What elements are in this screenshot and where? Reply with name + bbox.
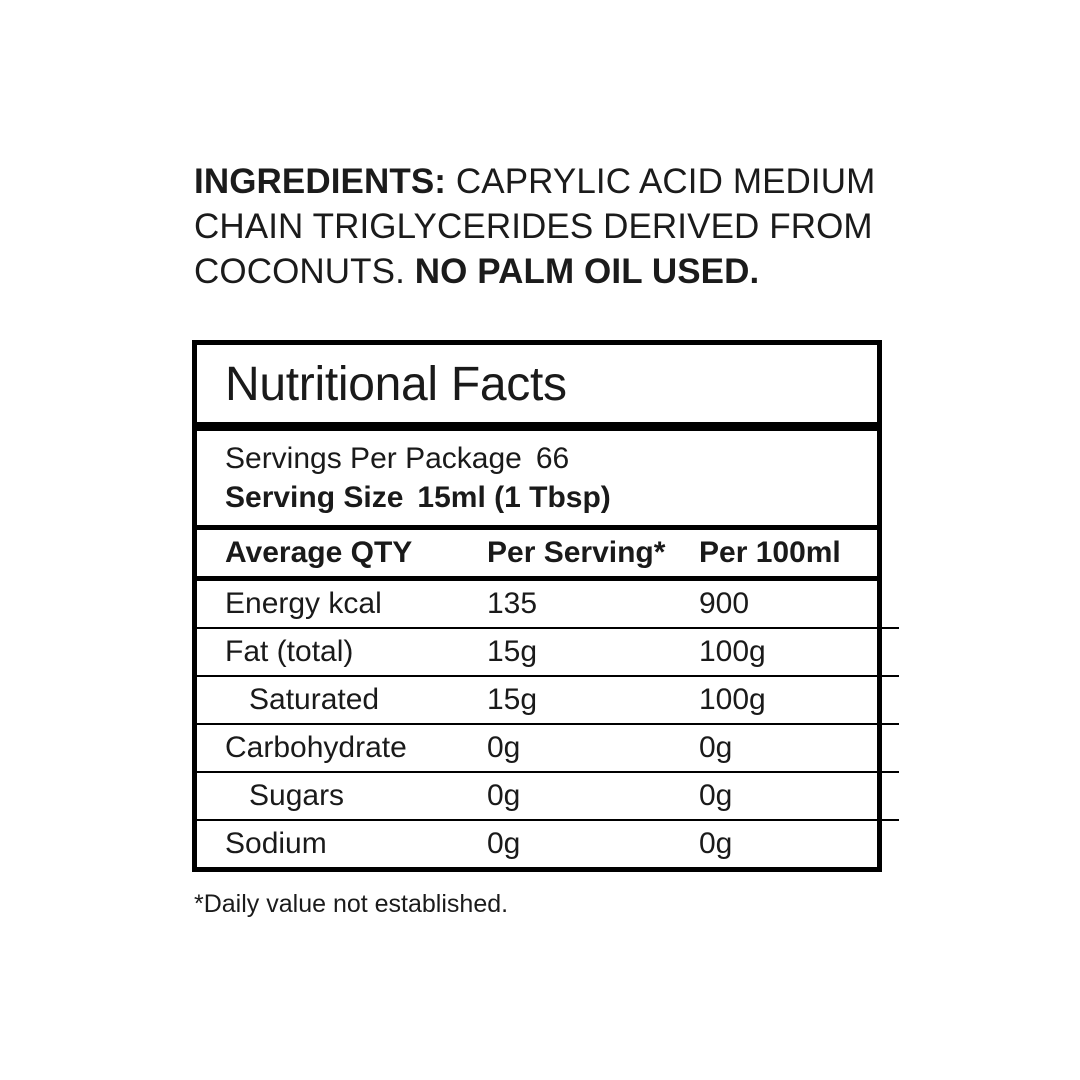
serving-information	[197, 431, 877, 525]
row-per100-sugars: 0g	[699, 772, 899, 820]
no-palm-oil-claim: NO PALM OIL USED.	[414, 251, 760, 291]
row-label-sugars: Sugars	[197, 772, 487, 820]
ingredients-label: INGREDIENTS:	[194, 162, 447, 201]
servings-per-package-label: Servings Per Package	[225, 442, 522, 476]
footnote: *Daily value not established.	[194, 890, 509, 918]
table-row	[197, 820, 899, 867]
ingredients-text: CAPRYLIC ACID MEDIUM CHAIN TRIGLYCERIDES DERIVED FROM COCONUTS.	[194, 162, 876, 291]
serving-size-value: 15ml (1 Tbsp)	[417, 481, 611, 515]
serving-size-line	[225, 478, 877, 517]
nutrition-values-table	[197, 581, 899, 867]
row-label-sodium: Sodium	[197, 820, 487, 867]
row-serving-sodium: 0g	[487, 820, 699, 867]
row-label-saturated: Saturated	[197, 676, 487, 724]
divider-thick-top	[197, 422, 877, 431]
row-serving-carbohydrate: 0g	[487, 724, 699, 772]
row-per100-sodium: 0g	[699, 820, 899, 867]
row-label-carbohydrate: Carbohydrate	[197, 724, 487, 772]
column-header-average-qty: Average QTY	[225, 536, 413, 570]
table-row	[197, 676, 899, 724]
row-label-fat-total: Fat (total)	[197, 628, 487, 676]
row-serving-saturated: 15g	[487, 676, 699, 724]
table-header-row	[197, 530, 899, 576]
table-row	[197, 581, 899, 628]
ingredients-statement	[194, 160, 894, 294]
servings-per-package-value: 66	[535, 442, 570, 476]
table-row	[197, 628, 899, 676]
table-row	[197, 724, 899, 772]
nutrition-table	[197, 530, 899, 576]
row-per100-energy: 900	[699, 587, 750, 621]
row-serving-fat-total: 15g	[487, 628, 699, 676]
table-row	[197, 772, 899, 820]
panel-title: Nutritional Facts	[225, 358, 567, 411]
servings-per-package-line	[225, 439, 877, 478]
serving-size-label: Serving Size	[225, 481, 404, 515]
row-label-energy: Energy kcal	[225, 587, 382, 621]
column-header-per-100ml: Per 100ml	[699, 536, 841, 570]
row-serving-energy: 135	[487, 587, 538, 621]
row-per100-carbohydrate: 0g	[699, 724, 899, 772]
row-per100-fat-total: 100g	[699, 628, 899, 676]
row-serving-sugars: 0g	[487, 772, 699, 820]
column-header-per-serving: Per Serving*	[487, 536, 666, 570]
nutritional-facts-panel	[192, 340, 882, 872]
row-per100-saturated: 100g	[699, 676, 899, 724]
